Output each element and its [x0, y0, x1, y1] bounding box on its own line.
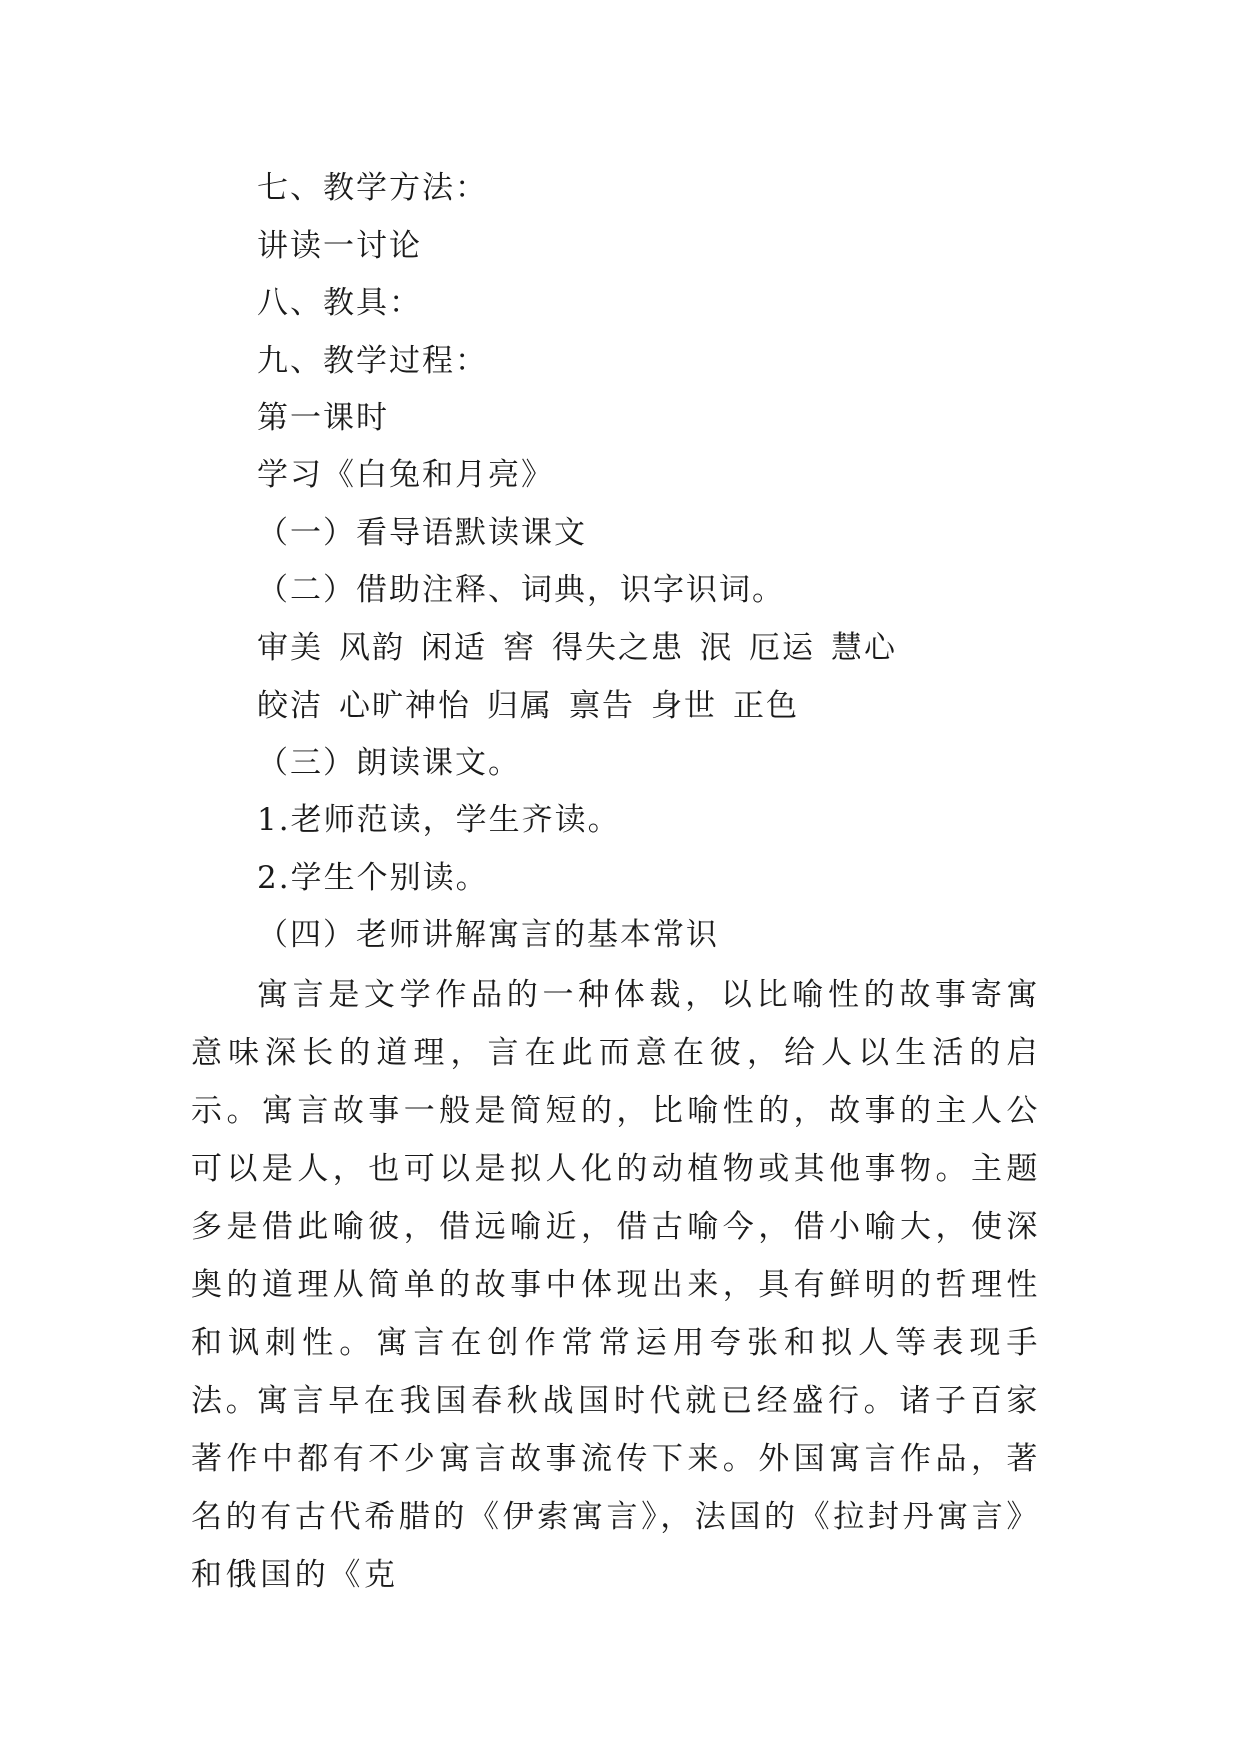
lesson-title: 学习《白兔和月亮》	[257, 457, 554, 493]
section-heading-teaching-process: 九、教学过程：	[257, 343, 488, 379]
vocab-word: 慧心	[831, 630, 897, 666]
section-heading-teaching-method: 七、教学方法：	[257, 170, 488, 206]
vocab-word: 厄运	[749, 630, 815, 666]
vocab-word: 正色	[733, 688, 799, 724]
vocab-row-1	[257, 628, 913, 668]
vocab-word: 身世	[651, 688, 717, 724]
vocab-word: 闲适	[421, 630, 487, 666]
vocab-word: 泯	[700, 630, 733, 666]
vocab-word: 心旷神怡	[339, 688, 471, 724]
vocab-word: 禀告	[569, 688, 635, 724]
body-paragraph-fable-history: 寓言早在我国春秋战国时代就已经盛行。诸子百家著作中都有不少寓言故事流传下来。外国寓言作品，著名的有古代希腊的《伊索寓言》，法国的《拉封丹寓言》和俄国的《克	[191, 1383, 1041, 1593]
step-1: （一）看导语默读课文	[257, 515, 587, 551]
step-3-item-2: 2.学生个别读。	[257, 860, 489, 896]
body-paragraph-fable-definition: 寓言是文学作品的一种体裁，以比喻性的故事寄寓意味深长的道理，言在此而意在彼，给人以生活的启示。寓言故事一般是简短的，比喻性的，故事的主人公可以是人，也可以是拟人化的动植物或其他事物。主题多是借此喻彼，借远喻近，借古喻今，借小喻大，使深奥的道理从简单的故事中体现出来，具有鲜明的哲理性和讽刺性。寓言在创作常常运用夸张和拟人等表现手法。	[191, 977, 1041, 1419]
vocab-word: 皎洁	[257, 688, 323, 724]
step-3: （三）朗读课文。	[257, 745, 521, 781]
section-heading-teaching-aids: 八、教具：	[257, 285, 422, 321]
step-4: （四）老师讲解寓言的基本常识	[257, 917, 719, 953]
lesson-period-label: 第一课时	[257, 400, 389, 436]
vocab-row-2	[257, 686, 815, 726]
vocab-word: 得失之患	[552, 630, 684, 666]
teaching-method-text: 讲读一讨论	[257, 228, 422, 264]
step-2: （二）借助注释、词典，识字识词。	[257, 572, 785, 608]
vocab-word: 窖	[503, 630, 536, 666]
vocab-word: 审美	[257, 630, 323, 666]
step-3-item-1: 1.老师范读，学生齐读。	[257, 802, 621, 838]
vocab-word: 归属	[487, 688, 553, 724]
vocab-word: 风韵	[339, 630, 405, 666]
